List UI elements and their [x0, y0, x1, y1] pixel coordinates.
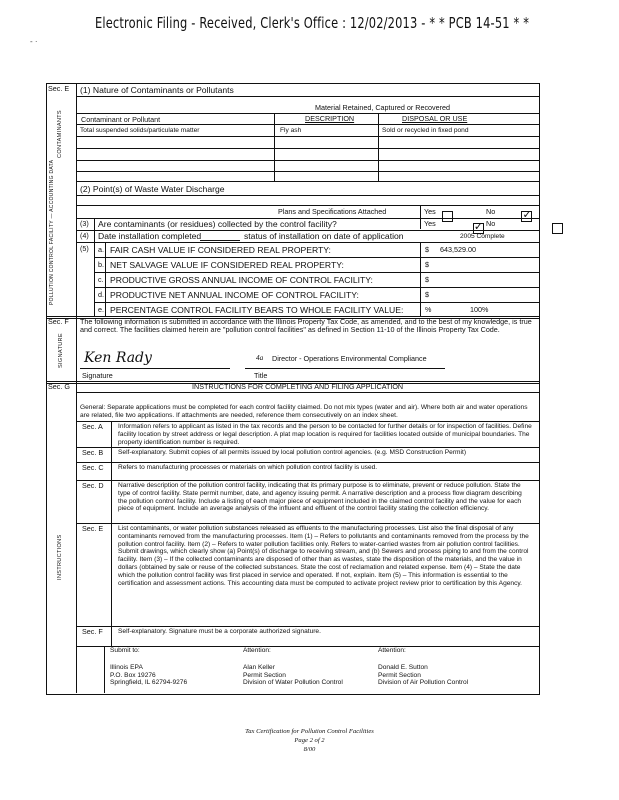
contaminants-side-label: CONTAMINANTS — [57, 110, 63, 158]
q3-yes-check: ✓ — [473, 221, 484, 234]
instruction-row-divider — [76, 626, 539, 627]
q4-date-completed-label: Date installation completed — [98, 231, 202, 241]
q5-row-label: FAIR CASH VALUE IF CONSIDERED REAL PROPERTY: — [110, 245, 331, 255]
q5-row-divider — [95, 287, 539, 288]
footer-revision: 8/00 — [303, 746, 316, 753]
q5-row-label: NET SALVAGE VALUE IF CONSIDERED REAL PROPERTY: — [110, 260, 344, 270]
col-disposal-header: DISPOSAL OR USE — [402, 114, 468, 123]
instruction-row-divider — [76, 421, 539, 422]
electronic-filing-header: Electronic Filing - Received, Clerk's Office : 12/02/2013 - * * PCB 14-51 * * — [95, 14, 530, 32]
instruction-text: Self-explanatory. Signature must be a corporate authorized signature. — [118, 628, 321, 635]
plans-yes-label: Yes — [424, 207, 436, 216]
instruction-col-divider — [111, 480, 112, 523]
q5-row-value: 643,529.00 — [440, 245, 476, 254]
sec-f-label: Sec. F — [48, 317, 69, 326]
instruction-section-label: Sec. E — [82, 524, 104, 533]
submit-divider — [76, 646, 539, 647]
q5-row-value: 100% — [470, 305, 489, 314]
instructions-side-label: INSTRUCTIONS — [57, 534, 63, 580]
q3-no-checkbox[interactable] — [552, 223, 563, 234]
q3-no-label: No — [486, 219, 496, 228]
q5-row-unit: $ — [425, 260, 429, 269]
q5-row-unit: $ — [425, 245, 429, 254]
instruction-section-label: Sec. B — [82, 448, 104, 457]
q3-yes-label: Yes — [424, 219, 436, 228]
q5-row-label: PERCENTAGE CONTROL FACILITY BEARS TO WHOLE FACILITY VALUE: — [110, 305, 404, 315]
q5-row-unit: $ — [425, 290, 429, 299]
instruction-row-divider — [76, 447, 539, 448]
instruction-col-divider — [111, 421, 112, 447]
instruction-row-divider — [76, 462, 539, 463]
instruction-col-divider — [111, 523, 112, 626]
q5-row-divider — [95, 257, 539, 258]
instructions-heading: INSTRUCTIONS FOR COMPLETING AND FILING APPLICATION — [192, 382, 404, 391]
footer-form-title: Tax Certification for Pollution Control Facilities — [245, 728, 374, 735]
general-instructions: General: Separate applications must be completed for each control facility claimed. Do not mix types (water and air). Where both air and water operations are related, file two applications. If attachments are needed, reference them consecutively on an index sheet. — [80, 404, 528, 419]
q3-number: (3) — [80, 219, 89, 228]
q5-row-divider — [95, 302, 539, 303]
q4-status-label: status of installation on date of application — [244, 231, 404, 241]
q5-row-unit: $ — [425, 275, 429, 284]
corner-marks: - · — [30, 37, 38, 46]
col-description-header: DESCRIPTION — [305, 114, 355, 123]
q5-row-unit: % — [425, 305, 432, 314]
q5-row-letter: b. — [98, 260, 104, 269]
plans-no-checkbox[interactable] — [521, 211, 532, 222]
item2-waste-water-discharge: (2) Point(s) of Waste Water Discharge — [80, 184, 225, 194]
material-retained-heading: Material Retained, Captured or Recovered — [315, 103, 451, 112]
instruction-col-divider — [111, 462, 112, 480]
instruction-text: Information refers to applicant as listed in the tax records and the person to be contacted for further details or for inspection of facilities. Define facility location by street address or legal description. A plat map location is required for facilities located outside of municipal boundaries. The property identification number is required. — [118, 423, 532, 446]
instruction-text: Refers to manufacturing processes or materials on which pollution control facility is used. — [118, 464, 378, 471]
instruction-text: Narrative description of the pollution control facility, indicating that its primary purpose is to eliminate, prevent or reduce pollution. State the type of control facility. State permit number, date, and agency issuing permit. A narrative description and a process flow diagram describing the pollution control facility. Include a listing of each major piece of equipment included in the claimed control facility and the value for each piece of equipment. Include an average analysis of the influent and effluent of the control facility stating the collection efficiency. — [118, 482, 522, 513]
water-contact: Alan Keller Permit Section Division of Water Pollution Control — [243, 664, 343, 687]
submit-to-label: Submit to: — [110, 647, 140, 654]
attention-water-label: Attention: — [243, 647, 271, 654]
air-contact: Donald E. Sutton Permit Section Division of Air Pollution Control — [378, 664, 469, 687]
instruction-section-label: Sec. F — [82, 627, 103, 636]
q5-row-letter: e. — [98, 305, 104, 314]
title-caption: Title — [254, 371, 268, 380]
instruction-section-label: Sec. C — [82, 463, 104, 472]
pollution-control-side-label: POLLUTION CONTROL FACILITY — ACCOUNTING DATA — [49, 159, 55, 305]
instruction-row-divider — [76, 480, 539, 481]
plans-no-check: ✓ — [522, 209, 532, 222]
q3-question: Are contaminants (or residues) collected by the control facility? — [98, 219, 337, 229]
signature-side-label: SIGNATURE — [58, 333, 64, 368]
item1-nature-of-contaminants: (1) Nature of Contaminants or Pollutants — [80, 85, 234, 95]
instruction-text: Self-explanatory. Submit copies of all permits issued by local pollution control agencies. (e.g. MSD Construction Permit) — [118, 449, 467, 456]
q4-status-value: 2005 Complete — [460, 233, 505, 240]
q5-row-divider — [95, 272, 539, 273]
signer-title-value: Director - Operations Environmental Compliance — [272, 354, 427, 363]
row1-description: Fly ash — [280, 127, 302, 134]
epa-address: Illinois EPA P.O. Box 19276 Springfield, IL 62794-9276 — [110, 664, 188, 687]
instruction-section-label: Sec. A — [82, 422, 103, 431]
instruction-section-label: Sec. D — [82, 481, 104, 490]
signature-caption: Signature — [82, 371, 113, 380]
sec-g-label: Sec. G — [48, 382, 70, 391]
plans-attached-label: Plans and Specifications Attached — [278, 207, 387, 216]
plans-no-label: No — [486, 207, 496, 216]
q5-row-label: PRODUCTIVE NET ANNUAL INCOME OF CONTROL FACILITY: — [110, 290, 359, 300]
footer-page-number: Page 2 of 2 — [294, 737, 325, 744]
q5-row-label: PRODUCTIVE GROSS ANNUAL INCOME OF CONTROL FACILITY: — [110, 275, 373, 285]
q5-row-letter: c. — [98, 275, 104, 284]
row1-contaminant: Total suspended solids/particulate matter — [80, 127, 200, 134]
plans-yes-checkbox[interactable] — [442, 211, 453, 222]
sec-e-label: Sec. E — [48, 84, 70, 93]
q5-row-letter: d. — [98, 290, 104, 299]
q4-number: (4) — [80, 231, 89, 240]
instruction-row-divider — [76, 523, 539, 524]
q5-number: (5) — [80, 244, 89, 253]
signature-scrawl: Ken Rady — [84, 350, 152, 366]
instruction-col-divider — [111, 626, 112, 646]
attention-air-label: Attention: — [378, 647, 406, 654]
instruction-col-divider — [111, 447, 112, 462]
signer-initials: 4a — [256, 354, 264, 362]
instruction-text: List contaminants, or water pollution substances released as effluents to the manufacturing processes. List also the final disposal of any contaminants removed from the manufacturing processes. Item (1) – Refers to pollutants and contaminants removed from the process by the pollution control facility. Item (2) – Refers to water pollution facilities only. Refers to water-carried wastes from air pollution control facilities. Submit drawings, which clearly show (a) Point(s) of discharge to receiving stream, and (b) Sewers and process piping to and from the control facility. Item (3) – If the collected contaminants are disposed of other than as wastes, state the disposition of the materials, and the value in dollars (obtained by sale or reuse of the collected substances. State the cost of reclamation and related expense. Item (4) – State the date which the pollution control facility was first placed in service and operated. If not, explain. Item (5) – This information is essential to the certification and assessment actions. This accounting data must be computed to activate project review prior to certification by this Agency. — [118, 525, 529, 587]
row1-disposal: Sold or recycled in fixed pond — [382, 127, 469, 134]
col-contaminant-header: Contaminant or Pollutant — [81, 115, 161, 124]
q5-row-letter: a. — [98, 245, 104, 254]
certification-statement: The following information is submitted in accordance with the Illinois Property Tax Code, as amended, and to the best of my knowledge, is true and correct. The facilities claimed herein are "pollution control facilities" as defined in Section 11-10 of the Illinois Property Tax Code. — [80, 317, 532, 335]
